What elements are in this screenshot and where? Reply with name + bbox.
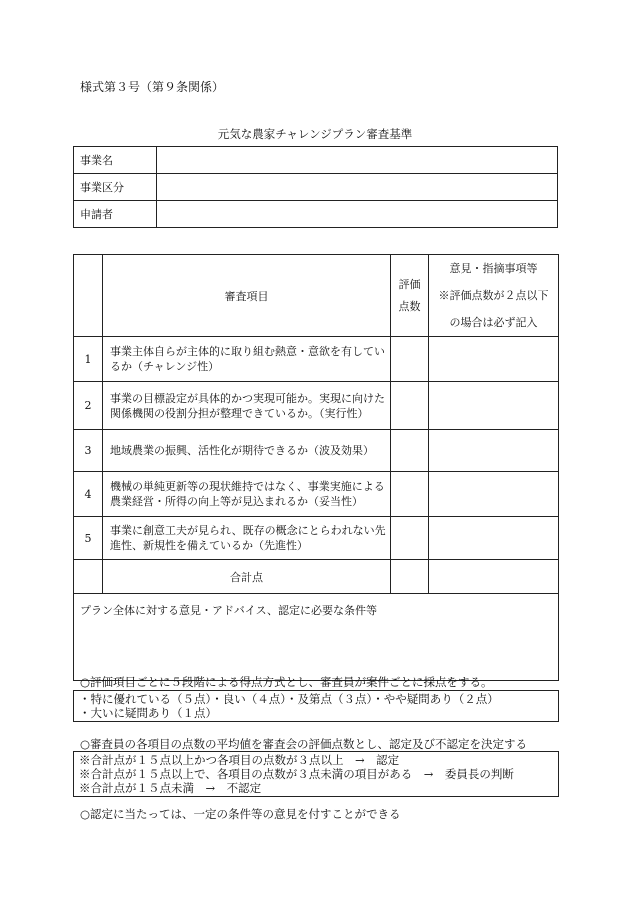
info-value-field[interactable] — [157, 147, 558, 174]
decision-criteria-box — [73, 751, 559, 797]
conditions-note: ○認定に当たっては、一定の条件等の意見を付すことができる — [80, 807, 401, 821]
opinion-input-cell[interactable] — [429, 337, 559, 382]
header-opinion-cell — [429, 255, 559, 337]
opinion-input-cell[interactable] — [429, 382, 559, 430]
header-item-cell: 審査項目 — [103, 255, 391, 337]
header-opinion-line2: ※評価点数が２点以下 — [438, 289, 549, 302]
info-label: 事業名 — [74, 147, 157, 174]
row-number: 2 — [74, 382, 103, 430]
total-label: 合計点 — [103, 560, 391, 594]
header-opinion-line1: 意見・指摘事項等 — [449, 262, 538, 275]
row-criterion-text: 事業に創意工夫が見られ、既存の概念にとらわれない先進性、新規性を備えているか（先進性） — [103, 517, 391, 560]
total-row — [74, 560, 559, 594]
row-criterion-text: 機械の単純更新等の現状維持ではなく、事業実施による農業経営・所得の向上等が見込まれるか（妥当性） — [103, 472, 391, 517]
header-score-line2: 点数 — [398, 299, 421, 313]
table-row — [74, 472, 559, 517]
table-row — [74, 430, 559, 472]
info-label: 事業区分 — [74, 174, 157, 201]
score-input-cell[interactable] — [391, 337, 429, 382]
row-criterion-text: 地域農業の振興、活性化が期待できるか（波及効果） — [103, 430, 391, 472]
row-criterion-text: 事業主体自らが主体的に取り組む熱意・意欲を有しているか（チャレンジ性） — [103, 337, 391, 382]
header-score-line1: 評価 — [398, 277, 421, 291]
score-input-cell[interactable] — [391, 472, 429, 517]
overall-comment-row — [74, 594, 559, 681]
table-header-row — [74, 255, 559, 337]
header-score-cell — [391, 255, 429, 337]
row-criterion-text: 事業の目標設定が具体的かつ実現可能か。実現に向けた関係機関の役割分担が整理できているか。（実行性） — [103, 382, 391, 430]
total-number-cell — [74, 560, 103, 594]
form-number-label: 様式第３号（第９条関係） — [80, 80, 225, 94]
overall-comment-cell[interactable] — [74, 594, 559, 681]
total-score-cell[interactable] — [391, 560, 429, 594]
document-title: 元気な農家チャレンジプラン審査基準 — [217, 127, 413, 141]
scoring-scale-line1: ・特に優れている（５点）・良い（４点）・及第点（３点）・やや疑問あり（２点） — [79, 692, 499, 706]
row-number: 1 — [74, 337, 103, 382]
row-number: 4 — [74, 472, 103, 517]
info-value-field[interactable] — [157, 174, 558, 201]
decision-criteria-line2: ※合計点が１５点以上で、各項目の点数が３点未満の項目がある → 委員長の判断 — [79, 767, 514, 781]
applicant-info-table — [73, 146, 558, 228]
score-input-cell[interactable] — [391, 382, 429, 430]
decision-method-note: ○審査員の各項目の点数の平均値を審査会の評価点数とし、認定及び不認定を決定する — [80, 737, 528, 751]
header-opinion-line3: の場合は必ず記入 — [449, 316, 538, 329]
opinion-input-cell[interactable] — [429, 430, 559, 472]
row-number: 5 — [74, 517, 103, 560]
decision-criteria-line3: ※合計点が１５点未満 → 不認定 — [79, 781, 262, 795]
info-row-business-name — [74, 147, 558, 174]
opinion-input-cell[interactable] — [429, 472, 559, 517]
review-criteria-table — [73, 254, 559, 681]
scoring-scale-box — [73, 690, 559, 722]
table-row — [74, 337, 559, 382]
total-opinion-cell[interactable] — [429, 560, 559, 594]
table-row — [74, 382, 559, 430]
opinion-input-cell[interactable] — [429, 517, 559, 560]
info-row-business-category — [74, 174, 558, 201]
row-number: 3 — [74, 430, 103, 472]
scoring-scale-line2: ・大いに疑問あり（１点） — [79, 706, 217, 720]
decision-criteria-line1: ※合計点が１５点以上かつ各項目の点数が３点以上 → 認定 — [79, 753, 400, 767]
info-row-applicant — [74, 201, 558, 228]
scoring-method-note: ○評価項目ごとに５段階による得点方式とし、審査員が案件ごとに採点をする。 — [80, 675, 493, 689]
table-row — [74, 517, 559, 560]
header-number-cell — [74, 255, 103, 337]
info-label: 申請者 — [74, 201, 157, 228]
score-input-cell[interactable] — [391, 430, 429, 472]
score-input-cell[interactable] — [391, 517, 429, 560]
overall-comment-label: プラン全体に対する意見・アドバイス、認定に必要な条件等 — [80, 604, 377, 617]
info-value-field[interactable] — [157, 201, 558, 228]
